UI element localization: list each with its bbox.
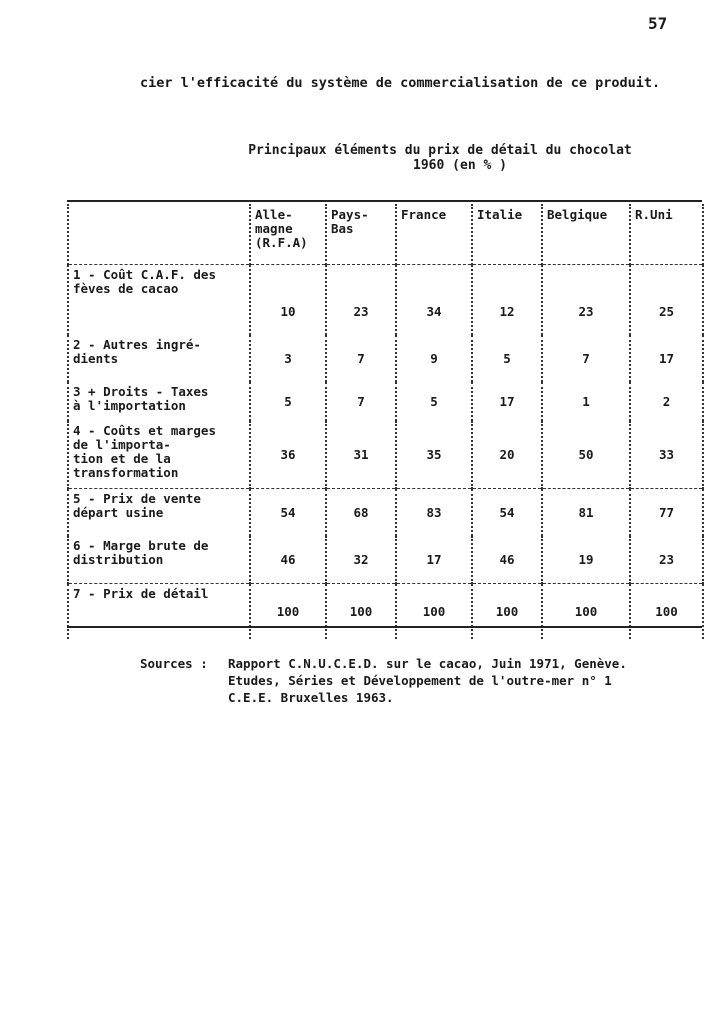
row-label: 3 + Droits - Taxes à l'importation [68,382,250,421]
cell-value: 5 [396,382,472,421]
table-row [68,536,703,584]
row-label: 7 - Prix de détail [68,584,250,640]
header-cell-france: France [396,204,472,265]
cell-value: 36 [250,421,326,489]
cell-value: 77 [630,489,703,537]
table-row [68,421,703,489]
cell-value: 17 [630,335,703,382]
cell-value: 34 [396,265,472,336]
cell-value: 7 [326,382,396,421]
cell-value: 46 [250,536,326,584]
row-label: 5 - Prix de vente départ usine [68,489,250,537]
cell-value: 54 [472,489,542,537]
table-row [68,265,703,336]
price-table [67,204,704,639]
cell-value: 5 [250,382,326,421]
header-cell-pays-bas: Pays- Bas [326,204,396,265]
cell-value: 100 [396,584,472,640]
table-row [68,382,703,421]
cell-value: 17 [396,536,472,584]
cell-value: 23 [542,265,630,336]
table-caption-line1: Principaux éléments du prix de détail du chocolat [248,143,632,158]
table-row [68,335,703,382]
cell-value: 7 [542,335,630,382]
cell-value: 100 [630,584,703,640]
header-cell-royaume-uni: R.Uni [630,204,703,265]
table-header-row [68,204,703,265]
cell-value: 10 [250,265,326,336]
body-paragraph: cier l'efficacité du système de commercialisation de ce produit. [140,75,661,91]
cell-value: 5 [472,335,542,382]
cell-value: 68 [326,489,396,537]
sources-label: Sources : [140,656,208,671]
cell-value: 3 [250,335,326,382]
table-caption [200,143,680,173]
table-caption-line2: 1960 (en % ) [413,158,507,173]
sources-line1: Rapport C.N.U.C.E.D. sur le cacao, Juin 1971, Genève. [228,656,627,671]
cell-value: 35 [396,421,472,489]
cell-value: 100 [250,584,326,640]
cell-value: 54 [250,489,326,537]
table-bottom-rule [67,626,702,628]
sources-line3: C.E.E. Bruxelles 1963. [228,690,394,705]
cell-value: 17 [472,382,542,421]
cell-value: 83 [396,489,472,537]
cell-value: 32 [326,536,396,584]
cell-value: 23 [630,536,703,584]
header-cell-belgique: Belgique [542,204,630,265]
sources-line2: Etudes, Séries et Développement de l'outre-mer n° 1 [228,673,612,688]
cell-value: 9 [396,335,472,382]
row-label: 6 - Marge brute de distribution [68,536,250,584]
cell-value: 46 [472,536,542,584]
cell-value: 31 [326,421,396,489]
cell-value: 50 [542,421,630,489]
cell-value: 23 [326,265,396,336]
table-row [68,584,703,640]
cell-value: 12 [472,265,542,336]
cell-value: 19 [542,536,630,584]
header-cell-empty [68,204,250,265]
row-label: 1 - Coût C.A.F. des fèves de cacao [68,265,250,336]
sources-note [140,655,710,706]
table-top-rule [67,200,702,202]
page-number: 57 [648,14,668,33]
cell-value: 25 [630,265,703,336]
cell-value: 100 [542,584,630,640]
cell-value: 33 [630,421,703,489]
cell-value: 100 [472,584,542,640]
cell-value: 20 [472,421,542,489]
cell-value: 81 [542,489,630,537]
header-cell-allemagne: Alle- magne (R.F.A) [250,204,326,265]
cell-value: 7 [326,335,396,382]
row-label: 4 - Coûts et marges de l'importa- tion et de la transformation [68,421,250,489]
header-cell-italie: Italie [472,204,542,265]
row-label: 2 - Autres ingré- dients [68,335,250,382]
cell-value: 1 [542,382,630,421]
cell-value: 2 [630,382,703,421]
table-row [68,489,703,537]
cell-value: 100 [326,584,396,640]
